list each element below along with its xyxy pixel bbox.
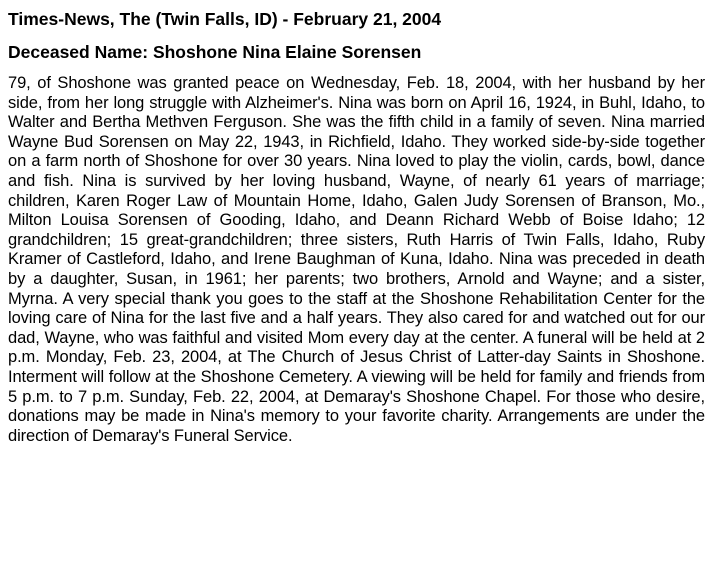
obituary-page <box>8 6 705 446</box>
source-headline: Times-News, The (Twin Falls, ID) - February 21, 2004 <box>8 9 442 29</box>
obituary-body: 79, of Shoshone was granted peace on Wednesday, Feb. 18, 2004, with her husband by her side, from her long struggle with Alzheimer's. Nina was born on April 16, 1924, in Buhl, Idaho, to Walter and Bertha Methven Ferguson. She was the fifth child in a family of seven. Nina married Wayne Bud Sorensen on May 22, 1943, in Richfield, Idaho. They worked side-by-side together on a farm north of Shoshone for over 30 years. Nina loved to play the violin, cards, bowl, dance and fish. Nina is survived by her loving husband, Wayne, of nearly 61 years of marriage; children, Karen Roger Law of Mountain Home, Idaho, Galen Judy Sorensen of Branson, Mo., Milton Louisa Sorensen of Gooding, Idaho, and Deann Richard Webb of Boise Idaho; 12 grandchildren; 15 great-grandchildren; three sisters, Ruth Harris of Twin Falls, Idaho, Ruby Kramer of Castleford, Idaho, and Irene Baughman of Kuna, Idaho. Nina was preceded in death by a daughter, Susan, in 1961; her parents; two brothers, Arnold and Wayne; and a sister, Myrna. A very special thank you goes to the staff at the Shoshone Rehabilitation Center for the loving care of Nina for the last five and a half years. They also cared for and watched out for our dad, Wayne, who was faithful and visited Mom every day at the center. A funeral will be held at 2 p.m. Monday, Feb. 23, 2004, at The Church of Jesus Christ of Latter-day Saints in Shoshone. Interment will follow at the Shoshone Cemetery. A viewing will be held for family and friends from 5 p.m. to 7 p.m. Sunday, Feb. 22, 2004, at Demaray's Shoshone Chapel. For those who desire, donations may be made in Nina's memory to your favorite charity. Arrangements are under the direction of Demaray's Funeral Service. <box>8 74 705 445</box>
deceased-name-heading: Deceased Name: Shoshone Nina Elaine Sorensen <box>8 42 422 62</box>
